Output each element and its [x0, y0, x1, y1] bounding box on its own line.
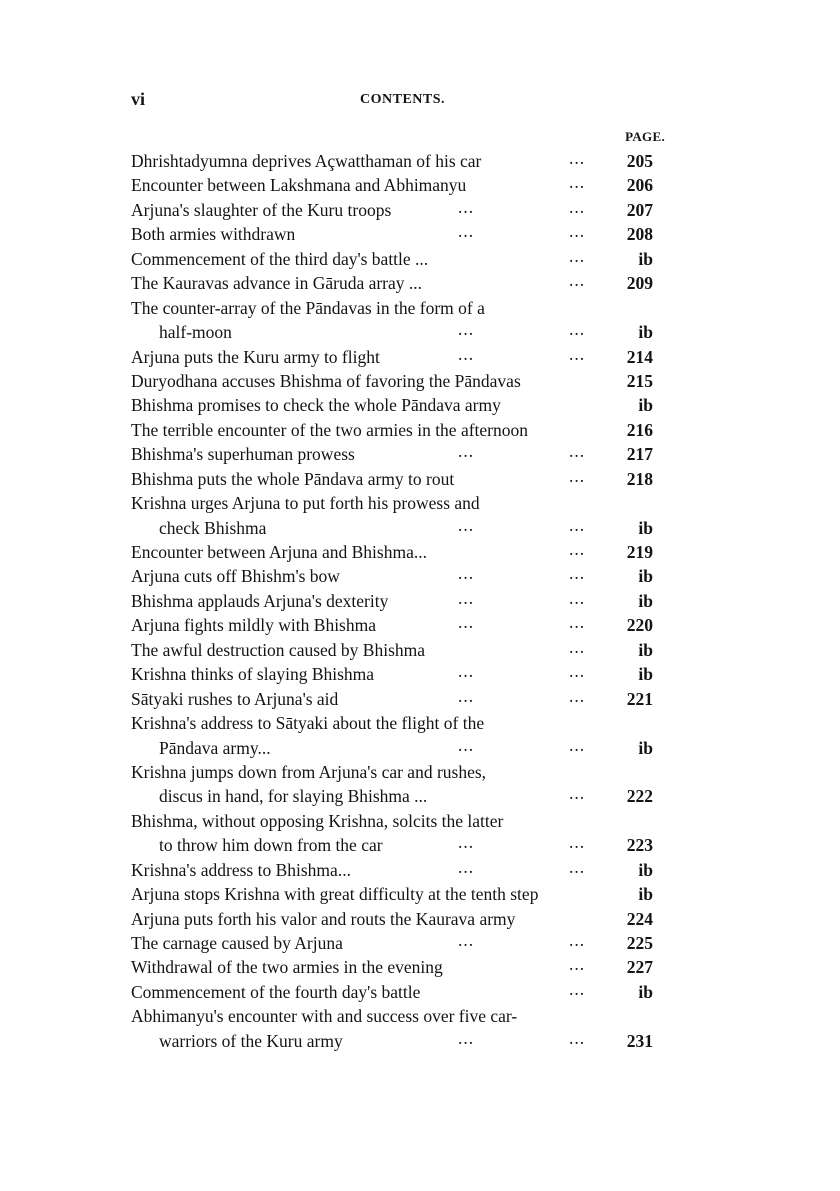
toc-entry-page: 227: [626, 957, 653, 978]
toc-entry-leader: ...: [458, 661, 475, 682]
toc-entry-leader: ...: [569, 636, 586, 657]
toc-entry: [131, 858, 671, 882]
toc-entry-title: half-moon: [159, 322, 232, 343]
toc-entry-page: 209: [626, 273, 653, 294]
toc-entry-title: Krishna thinks of slaying Bhishma: [131, 664, 375, 685]
toc-entry-leader: ...: [458, 930, 475, 950]
toc-entry: [131, 491, 671, 515]
toc-entry: [131, 736, 671, 760]
toc-entry-title: to throw him down from the car: [159, 835, 383, 856]
toc-entry-title: Arjuna puts the Kuru army to flight: [131, 346, 380, 367]
toc-entry: [131, 711, 671, 735]
toc-entry-title: Arjuna stops Krishna with great difficulty at the tenth step: [131, 884, 539, 905]
toc-entry-leader: ...: [458, 343, 475, 364]
toc-entry-page: 225: [626, 933, 653, 953]
toc-entry-title: Encounter between Lakshmana and Abhimanyu: [131, 175, 467, 196]
toc-entry-title: Krishna's address to Bhishma...: [131, 859, 351, 880]
toc-entry-page: ib: [638, 517, 653, 538]
toc-entry: [131, 320, 671, 344]
toc-entry: [131, 467, 671, 491]
toc-entry-leader: ...: [458, 441, 475, 462]
toc-entry-page: 223: [626, 835, 653, 856]
toc-entry-leader: ...: [569, 978, 586, 999]
toc-entry-page: ib: [638, 248, 653, 269]
toc-entry-page: 214: [626, 346, 653, 367]
toc-entry-leader: ...: [458, 685, 475, 706]
toc-entry-title: The Kauravas advance in Gāruda array ...: [131, 273, 423, 294]
toc-entry-title: warriors of the Kuru army: [159, 1030, 343, 1051]
toc-entry-page: ib: [638, 981, 653, 1002]
toc-entry-title: Withdrawal of the two armies in the evening: [131, 957, 443, 978]
toc-entry-leader: ...: [569, 612, 586, 633]
toc-entry: [131, 173, 671, 197]
toc-entry: [131, 760, 671, 784]
toc-entry-title: Krishna jumps down from Arjuna's car and rushes,: [131, 761, 487, 782]
toc-entry-page: 205: [626, 151, 653, 171]
toc-entry-title: Both armies withdrawn: [131, 224, 296, 245]
toc-entry: [131, 662, 671, 686]
toc-entry-leader: ...: [569, 270, 586, 291]
toc-entry-title: The carnage caused by Arjuna: [131, 933, 343, 953]
contents-list: [131, 149, 671, 1053]
toc-entry-title: Duryodhana accuses Bhishma of favoring the Pāndavas: [131, 370, 521, 391]
toc-entry-title: The awful destruction caused by Bhishma: [131, 639, 426, 660]
toc-entry: [131, 198, 671, 222]
toc-entry-page: 219: [626, 542, 653, 562]
toc-entry: [131, 589, 671, 613]
toc-entry-leader: ...: [458, 832, 475, 853]
toc-entry-leader: ...: [569, 930, 586, 950]
toc-entry: [131, 516, 671, 540]
toc-entry-leader: ...: [569, 856, 586, 877]
toc-entry-leader: ...: [569, 783, 586, 804]
toc-entry: [131, 369, 671, 393]
toc-entry-leader: ...: [569, 954, 586, 975]
toc-entry: [131, 247, 671, 271]
toc-entry-title: Commencement of the fourth day's battle: [131, 981, 421, 1002]
toc-entry: [131, 418, 671, 442]
toc-entry: [131, 393, 671, 417]
toc-entry-leader: ...: [458, 319, 475, 340]
toc-entry: [131, 345, 671, 369]
toc-entry-page: ib: [638, 737, 653, 758]
toc-entry-page: 216: [626, 419, 653, 440]
toc-entry-title: Bhishma promises to check the whole Pāndava army: [131, 395, 501, 416]
toc-entry: [131, 564, 671, 588]
toc-entry-page: 208: [626, 224, 653, 245]
toc-entry-leader: ...: [458, 734, 475, 755]
toc-entry-title: Krishna's address to Sātyaki about the flight of the: [131, 713, 485, 734]
toc-entry-leader: ...: [458, 856, 475, 877]
running-title: CONTENTS.: [360, 92, 446, 107]
toc-entry-leader: ...: [569, 539, 586, 559]
toc-entry: [131, 931, 671, 955]
toc-entry-page: ib: [638, 884, 653, 905]
toc-entry-title: Krishna urges Arjuna to put forth his prowess and: [131, 493, 480, 514]
toc-entry-page: 221: [626, 688, 653, 709]
toc-entry-page: 222: [626, 786, 653, 807]
toc-entry-leader: ...: [569, 172, 586, 193]
page-number: vi: [131, 89, 146, 109]
toc-entry-leader: ...: [458, 221, 475, 242]
toc-entry: [131, 149, 671, 173]
toc-entry-page: ib: [638, 322, 653, 343]
toc-entry-title: Arjuna puts forth his valor and routs the Kaurava army: [131, 908, 516, 929]
toc-entry-title: Bhishma applauds Arjuna's dexterity: [131, 590, 389, 611]
toc-entry-leader: ...: [569, 148, 586, 168]
toc-entry-leader: ...: [458, 563, 475, 584]
toc-entry-page: 231: [626, 1030, 653, 1051]
toc-entry-title: Arjuna fights mildly with Bhishma: [131, 615, 376, 636]
toc-entry-page: ib: [638, 639, 653, 660]
toc-entry: [131, 687, 671, 711]
toc-entry-page: ib: [638, 590, 653, 611]
toc-entry-title: Pāndava army...: [159, 737, 271, 758]
toc-entry: [131, 540, 671, 564]
toc-entry-page: 207: [626, 199, 653, 220]
toc-entry-leader: ...: [569, 734, 586, 755]
toc-entry-leader: ...: [458, 587, 475, 608]
toc-entry-title: Encounter between Arjuna and Bhishma...: [131, 542, 427, 562]
toc-entry: [131, 784, 671, 808]
toc-entry: [131, 442, 671, 466]
toc-entry-page: ib: [638, 664, 653, 685]
toc-entry-title: The terrible encounter of the two armies in the afternoon: [131, 419, 528, 440]
toc-entry-title: Sātyaki rushes to Arjuna's aid: [131, 688, 339, 709]
toc-entry-page: ib: [638, 566, 653, 587]
page-column-label: PAGE.: [625, 129, 665, 144]
toc-entry-leader: ...: [569, 245, 586, 266]
toc-entry-leader: ...: [569, 661, 586, 682]
toc-entry-title: Bhishma puts the whole Pāndava army to rout: [131, 468, 455, 489]
toc-entry: [131, 980, 671, 1004]
toc-entry-title: Arjuna cuts off Bhishm's bow: [131, 566, 340, 587]
toc-entry-title: Abhimanyu's encounter with and success over five car-: [131, 1006, 518, 1027]
toc-entry: [131, 638, 671, 662]
toc-entry-page: 224: [626, 908, 653, 929]
toc-entry-page: 215: [626, 370, 653, 391]
toc-entry: [131, 271, 671, 295]
toc-entry: [131, 1029, 671, 1053]
toc-entry-title: Bhishma's superhuman prowess: [131, 444, 355, 465]
toc-entry-page: 217: [626, 444, 653, 465]
toc-entry-leader: ...: [458, 514, 475, 535]
toc-entry-leader: ...: [569, 343, 586, 364]
toc-entry-title: The counter-array of the Pāndavas in the form of a: [131, 297, 485, 318]
toc-entry-leader: ...: [458, 612, 475, 633]
toc-entry-page: ib: [638, 859, 653, 880]
toc-entry-title: check Bhishma: [159, 517, 267, 538]
toc-entry-leader: ...: [569, 441, 586, 462]
toc-entry-title: discus in hand, for slaying Bhishma ...: [159, 786, 428, 807]
toc-entry-title: Commencement of the third day's battle ...: [131, 248, 429, 269]
toc-entry: [131, 613, 671, 637]
toc-entry-leader: ...: [569, 465, 586, 486]
toc-entry-title: Dhrishtadyumna deprives Açwatthaman of his car: [131, 151, 482, 171]
toc-entry: [131, 907, 671, 931]
toc-entry: [131, 1004, 671, 1028]
toc-entry-leader: ...: [569, 514, 586, 535]
toc-entry-title: Bhishma, without opposing Krishna, solcits the latter: [131, 810, 504, 831]
toc-entry-page: 206: [626, 175, 653, 196]
toc-entry: [131, 296, 671, 320]
toc-entry: [131, 955, 671, 979]
toc-entry-page: ib: [638, 395, 653, 416]
toc-entry-leader: ...: [458, 196, 475, 217]
toc-entry-leader: ...: [569, 221, 586, 242]
toc-entry-leader: ...: [569, 563, 586, 584]
toc-entry: [131, 809, 671, 833]
toc-entry-leader: ...: [569, 832, 586, 853]
toc-entry: [131, 882, 671, 906]
toc-entry: [131, 222, 671, 246]
toc-entry-leader: ...: [569, 587, 586, 608]
toc-entry-title: Arjuna's slaughter of the Kuru troops: [131, 199, 392, 220]
toc-entry-page: 218: [626, 468, 653, 489]
toc-entry-leader: ...: [569, 196, 586, 217]
toc-entry-leader: ...: [458, 1027, 475, 1048]
toc-entry-leader: ...: [569, 1027, 586, 1048]
toc-entry-page: 220: [626, 615, 653, 636]
toc-entry-leader: ...: [569, 685, 586, 706]
toc-entry: [131, 833, 671, 857]
toc-entry-leader: ...: [569, 319, 586, 340]
